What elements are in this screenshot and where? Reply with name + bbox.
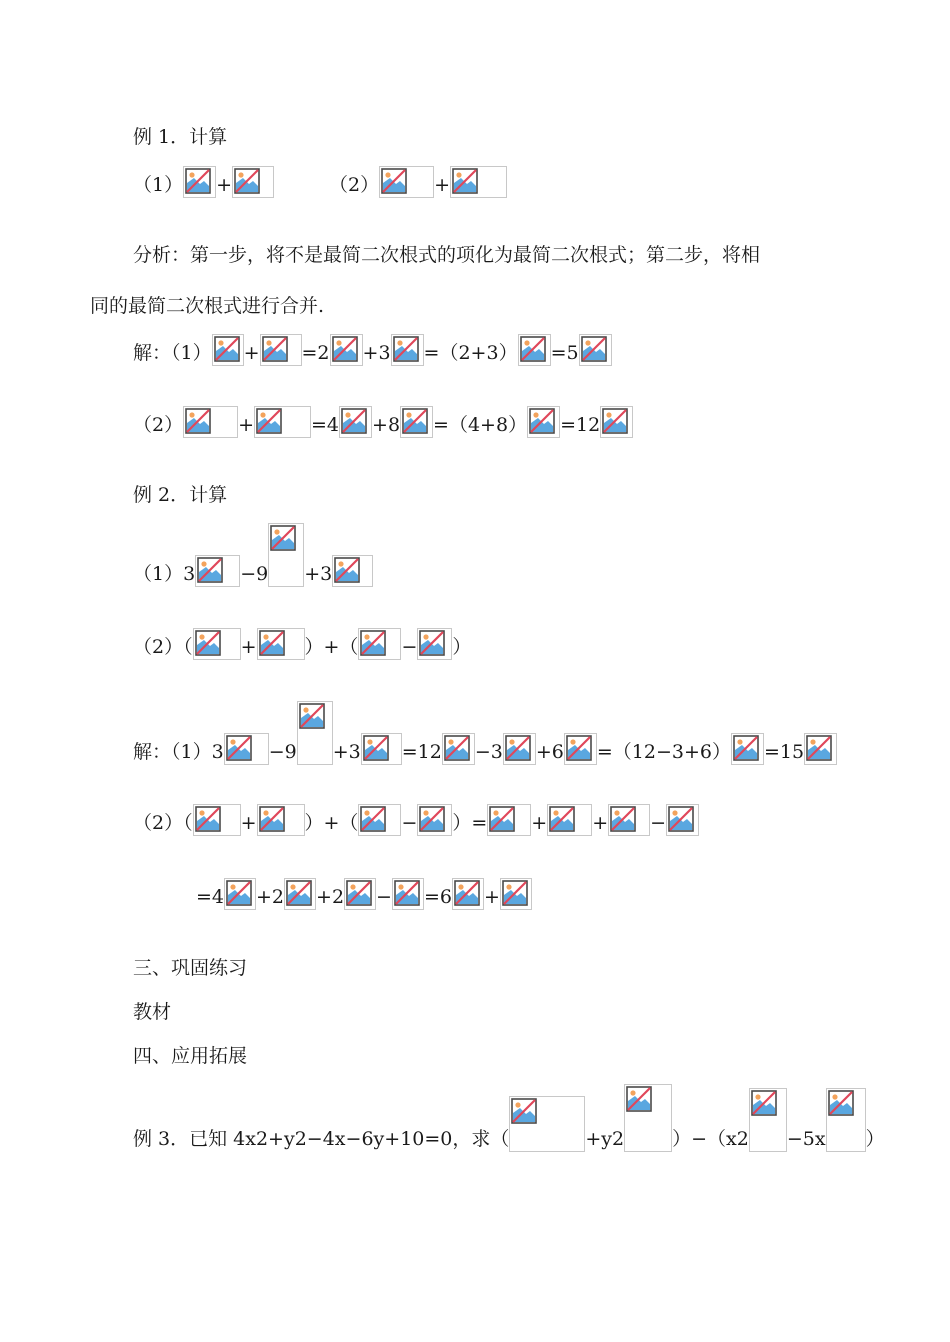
broken-image-icon	[391, 334, 424, 366]
solution-text: =15	[763, 741, 805, 763]
solution-text: −	[376, 886, 392, 908]
solution-text: −3	[474, 741, 503, 763]
problem-text: 例 3．已知 4x2+y2−4x−6y+10=0，求（	[133, 1128, 510, 1150]
solution-text: +3	[332, 741, 361, 763]
broken-image-icon	[417, 804, 452, 836]
solution-text: +	[531, 812, 548, 834]
solution-text: +2	[316, 886, 345, 908]
operator: +	[216, 174, 233, 196]
broken-image-icon	[358, 804, 401, 836]
broken-image-icon	[183, 406, 238, 438]
example-2-problem-2	[133, 628, 471, 660]
solution-text: +	[592, 812, 609, 834]
broken-image-icon	[257, 804, 305, 836]
broken-image-icon	[339, 406, 372, 438]
broken-image-icon	[518, 334, 551, 366]
solution-text: =（4+8）	[433, 414, 528, 436]
solution-text: −	[650, 812, 667, 834]
problem-text: ）−（x2	[672, 1128, 749, 1150]
analysis-line-2: 同的最简二次根式进行合并.	[90, 295, 325, 317]
problem-text: （1）3	[133, 563, 196, 585]
solution-text: =5	[550, 342, 579, 364]
broken-image-icon	[450, 166, 507, 198]
broken-image-icon	[297, 701, 333, 765]
problem-text: −9	[240, 563, 269, 585]
broken-image-icon	[487, 804, 531, 836]
broken-image-icon	[224, 878, 256, 910]
broken-image-icon	[608, 804, 650, 836]
broken-image-icon	[500, 878, 532, 910]
problem-text: ）	[452, 636, 472, 658]
section-4-heading: 四、应用拓展	[133, 1045, 248, 1067]
solution-2-line-a	[133, 701, 837, 765]
broken-image-icon	[527, 406, 560, 438]
solution-text: ）+（	[304, 812, 359, 834]
problem-text: +	[240, 636, 257, 658]
example-3	[133, 1084, 885, 1152]
broken-image-icon	[183, 166, 216, 198]
broken-image-icon	[547, 804, 592, 836]
solution-1-line-a	[133, 334, 612, 366]
solution-text: =12	[560, 414, 601, 436]
broken-image-icon	[232, 166, 274, 198]
solution-text: =4	[196, 886, 225, 908]
problem-number: （2）	[329, 174, 380, 196]
broken-image-icon	[224, 733, 269, 765]
example-1-problems	[133, 166, 507, 198]
broken-image-icon	[564, 733, 597, 765]
broken-image-icon	[579, 334, 612, 366]
problem-text: +3	[304, 563, 333, 585]
solution-text: =（12−3+6）	[596, 741, 731, 763]
broken-image-icon	[509, 1096, 585, 1152]
solution-text: +	[243, 342, 260, 364]
solution-text: +6	[535, 741, 564, 763]
broken-image-icon	[212, 334, 244, 366]
solution-text: +3	[362, 342, 391, 364]
solution-text: −9	[268, 741, 297, 763]
problem-text: （2）（	[133, 636, 193, 658]
solution-text: 解：（1）	[133, 342, 212, 364]
section-3-heading: 三、巩固练习	[133, 957, 248, 979]
textbook-label: 教材	[133, 1001, 172, 1023]
broken-image-icon	[379, 166, 434, 198]
solution-text: （2）（	[133, 812, 193, 834]
example-1-title: 例 1．计算	[133, 126, 228, 148]
solution-text: =6	[423, 886, 452, 908]
broken-image-icon	[254, 406, 311, 438]
problem-text: ）	[865, 1128, 885, 1150]
broken-image-icon	[332, 555, 373, 587]
solution-text: =2	[301, 342, 330, 364]
solution-text: +	[238, 414, 255, 436]
broken-image-icon	[826, 1088, 866, 1152]
broken-image-icon	[284, 878, 316, 910]
broken-image-icon	[452, 878, 484, 910]
analysis-line-1: 分析：第一步，将不是最简二次根式的项化为最简二次根式；第二步，将相	[133, 244, 761, 266]
problem-text: −5x	[786, 1128, 826, 1150]
solution-2-line-b	[133, 804, 699, 836]
broken-image-icon	[361, 733, 402, 765]
solution-text: −	[401, 812, 418, 834]
solution-text: =12	[401, 741, 442, 763]
solution-text: +	[483, 886, 500, 908]
solution-text: （2）	[133, 414, 184, 436]
broken-image-icon	[731, 733, 764, 765]
broken-image-icon	[344, 878, 376, 910]
broken-image-icon	[358, 628, 401, 660]
solution-text: =（2+3）	[423, 342, 518, 364]
problem-text: +y2	[585, 1128, 625, 1150]
broken-image-icon	[330, 334, 363, 366]
solution-text: =4	[311, 414, 340, 436]
broken-image-icon	[400, 406, 433, 438]
problem-text: ）+（	[304, 636, 359, 658]
solution-text: +8	[372, 414, 401, 436]
broken-image-icon	[503, 733, 536, 765]
broken-image-icon	[600, 406, 633, 438]
broken-image-icon	[195, 555, 240, 587]
solution-text: ）=	[452, 812, 488, 834]
problem-number: （1）	[133, 174, 184, 196]
broken-image-icon	[442, 733, 475, 765]
broken-image-icon	[193, 804, 241, 836]
broken-image-icon	[417, 628, 452, 660]
operator: +	[434, 174, 451, 196]
broken-image-icon	[193, 628, 241, 660]
broken-image-icon	[268, 523, 304, 587]
solution-text: +2	[256, 886, 285, 908]
broken-image-icon	[749, 1088, 787, 1152]
broken-image-icon	[624, 1084, 672, 1152]
solution-text: 解：（1）3	[133, 741, 224, 763]
example-2-problem-1	[133, 523, 373, 587]
solution-1-line-b	[133, 406, 633, 438]
broken-image-icon	[260, 334, 302, 366]
broken-image-icon	[804, 733, 837, 765]
broken-image-icon	[257, 628, 305, 660]
solution-text: +	[240, 812, 257, 834]
broken-image-icon	[392, 878, 424, 910]
problem-text: −	[401, 636, 418, 658]
solution-2-line-c	[196, 878, 532, 910]
example-2-title: 例 2．计算	[133, 484, 228, 506]
broken-image-icon	[666, 804, 699, 836]
